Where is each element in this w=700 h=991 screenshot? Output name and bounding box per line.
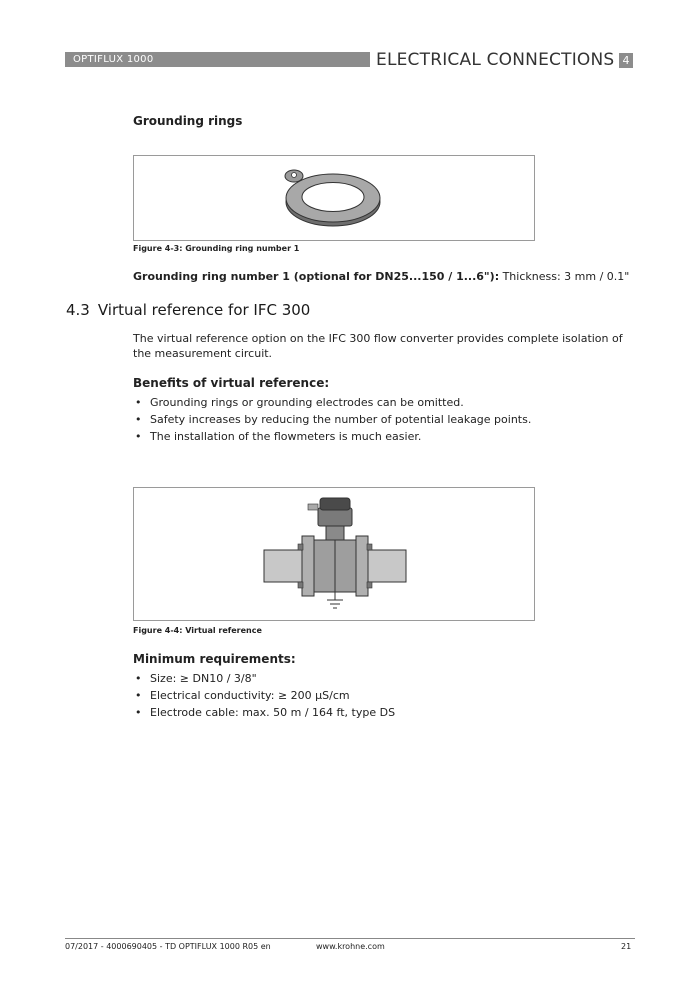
bullet-icon: • bbox=[135, 672, 142, 685]
section-heading bbox=[66, 301, 310, 319]
figure-caption-4-4: Figure 4-4: Virtual reference bbox=[133, 626, 262, 635]
list-item: • Size: ≥ DN10 / 3/8" bbox=[135, 672, 257, 685]
list-item: • Electrode cable: max. 50 m / 164 ft, type DS bbox=[135, 706, 396, 719]
footer-website[interactable]: www.krohne.com bbox=[316, 942, 385, 951]
section-title: Virtual reference for IFC 300 bbox=[97, 301, 311, 319]
requirements-list bbox=[133, 670, 395, 721]
section-intro: The virtual reference option on the IFC 300 flow converter provides complete isolation of the measurement circuit. bbox=[133, 332, 623, 360]
grounding-spec bbox=[133, 270, 629, 283]
benefits-list bbox=[133, 394, 531, 445]
grounding-spec-label: Grounding ring number 1 (optional for DN25...150 / 1...6"): bbox=[133, 270, 500, 283]
list-item: • Grounding rings or grounding electrodes can be omitted. bbox=[135, 396, 464, 409]
section-number: 4.3 bbox=[66, 301, 90, 319]
header-product: OPTIFLUX 1000 bbox=[73, 54, 154, 65]
bullet-icon: • bbox=[135, 706, 142, 719]
chapter-number: 4 bbox=[619, 53, 633, 68]
bullet-icon: • bbox=[135, 413, 142, 426]
figure-virtual-reference bbox=[133, 487, 535, 621]
figure-grounding-ring bbox=[133, 155, 535, 241]
list-item: • Electrical conductivity: ≥ 200 µS/cm bbox=[135, 689, 350, 702]
footer-divider bbox=[65, 938, 635, 939]
page-number: 21 bbox=[621, 942, 632, 951]
grounding-heading: Grounding rings bbox=[133, 114, 243, 128]
grounding-spec-value: Thickness: 3 mm / 0.1" bbox=[499, 270, 630, 283]
list-item: • The installation of the flowmeters is much easier. bbox=[135, 430, 422, 443]
bullet-icon: • bbox=[135, 689, 142, 702]
grounding-ring-illustration bbox=[134, 156, 534, 240]
requirements-heading: Minimum requirements: bbox=[133, 652, 296, 666]
benefits-heading: Benefits of virtual reference: bbox=[133, 376, 330, 390]
chapter-title: ELECTRICAL CONNECTIONS bbox=[376, 50, 615, 70]
bullet-icon: • bbox=[135, 396, 142, 409]
bullet-icon: • bbox=[135, 430, 142, 443]
list-item: • Safety increases by reducing the number of potential leakage points. bbox=[135, 413, 532, 426]
header-product-bar bbox=[65, 52, 370, 67]
figure-caption-4-3: Figure 4-3: Grounding ring number 1 bbox=[133, 244, 300, 253]
footer-doc-ref: 07/2017 - 4000690405 - TD OPTIFLUX 1000 R05 en bbox=[65, 942, 271, 951]
flowmeter-illustration bbox=[134, 488, 534, 620]
